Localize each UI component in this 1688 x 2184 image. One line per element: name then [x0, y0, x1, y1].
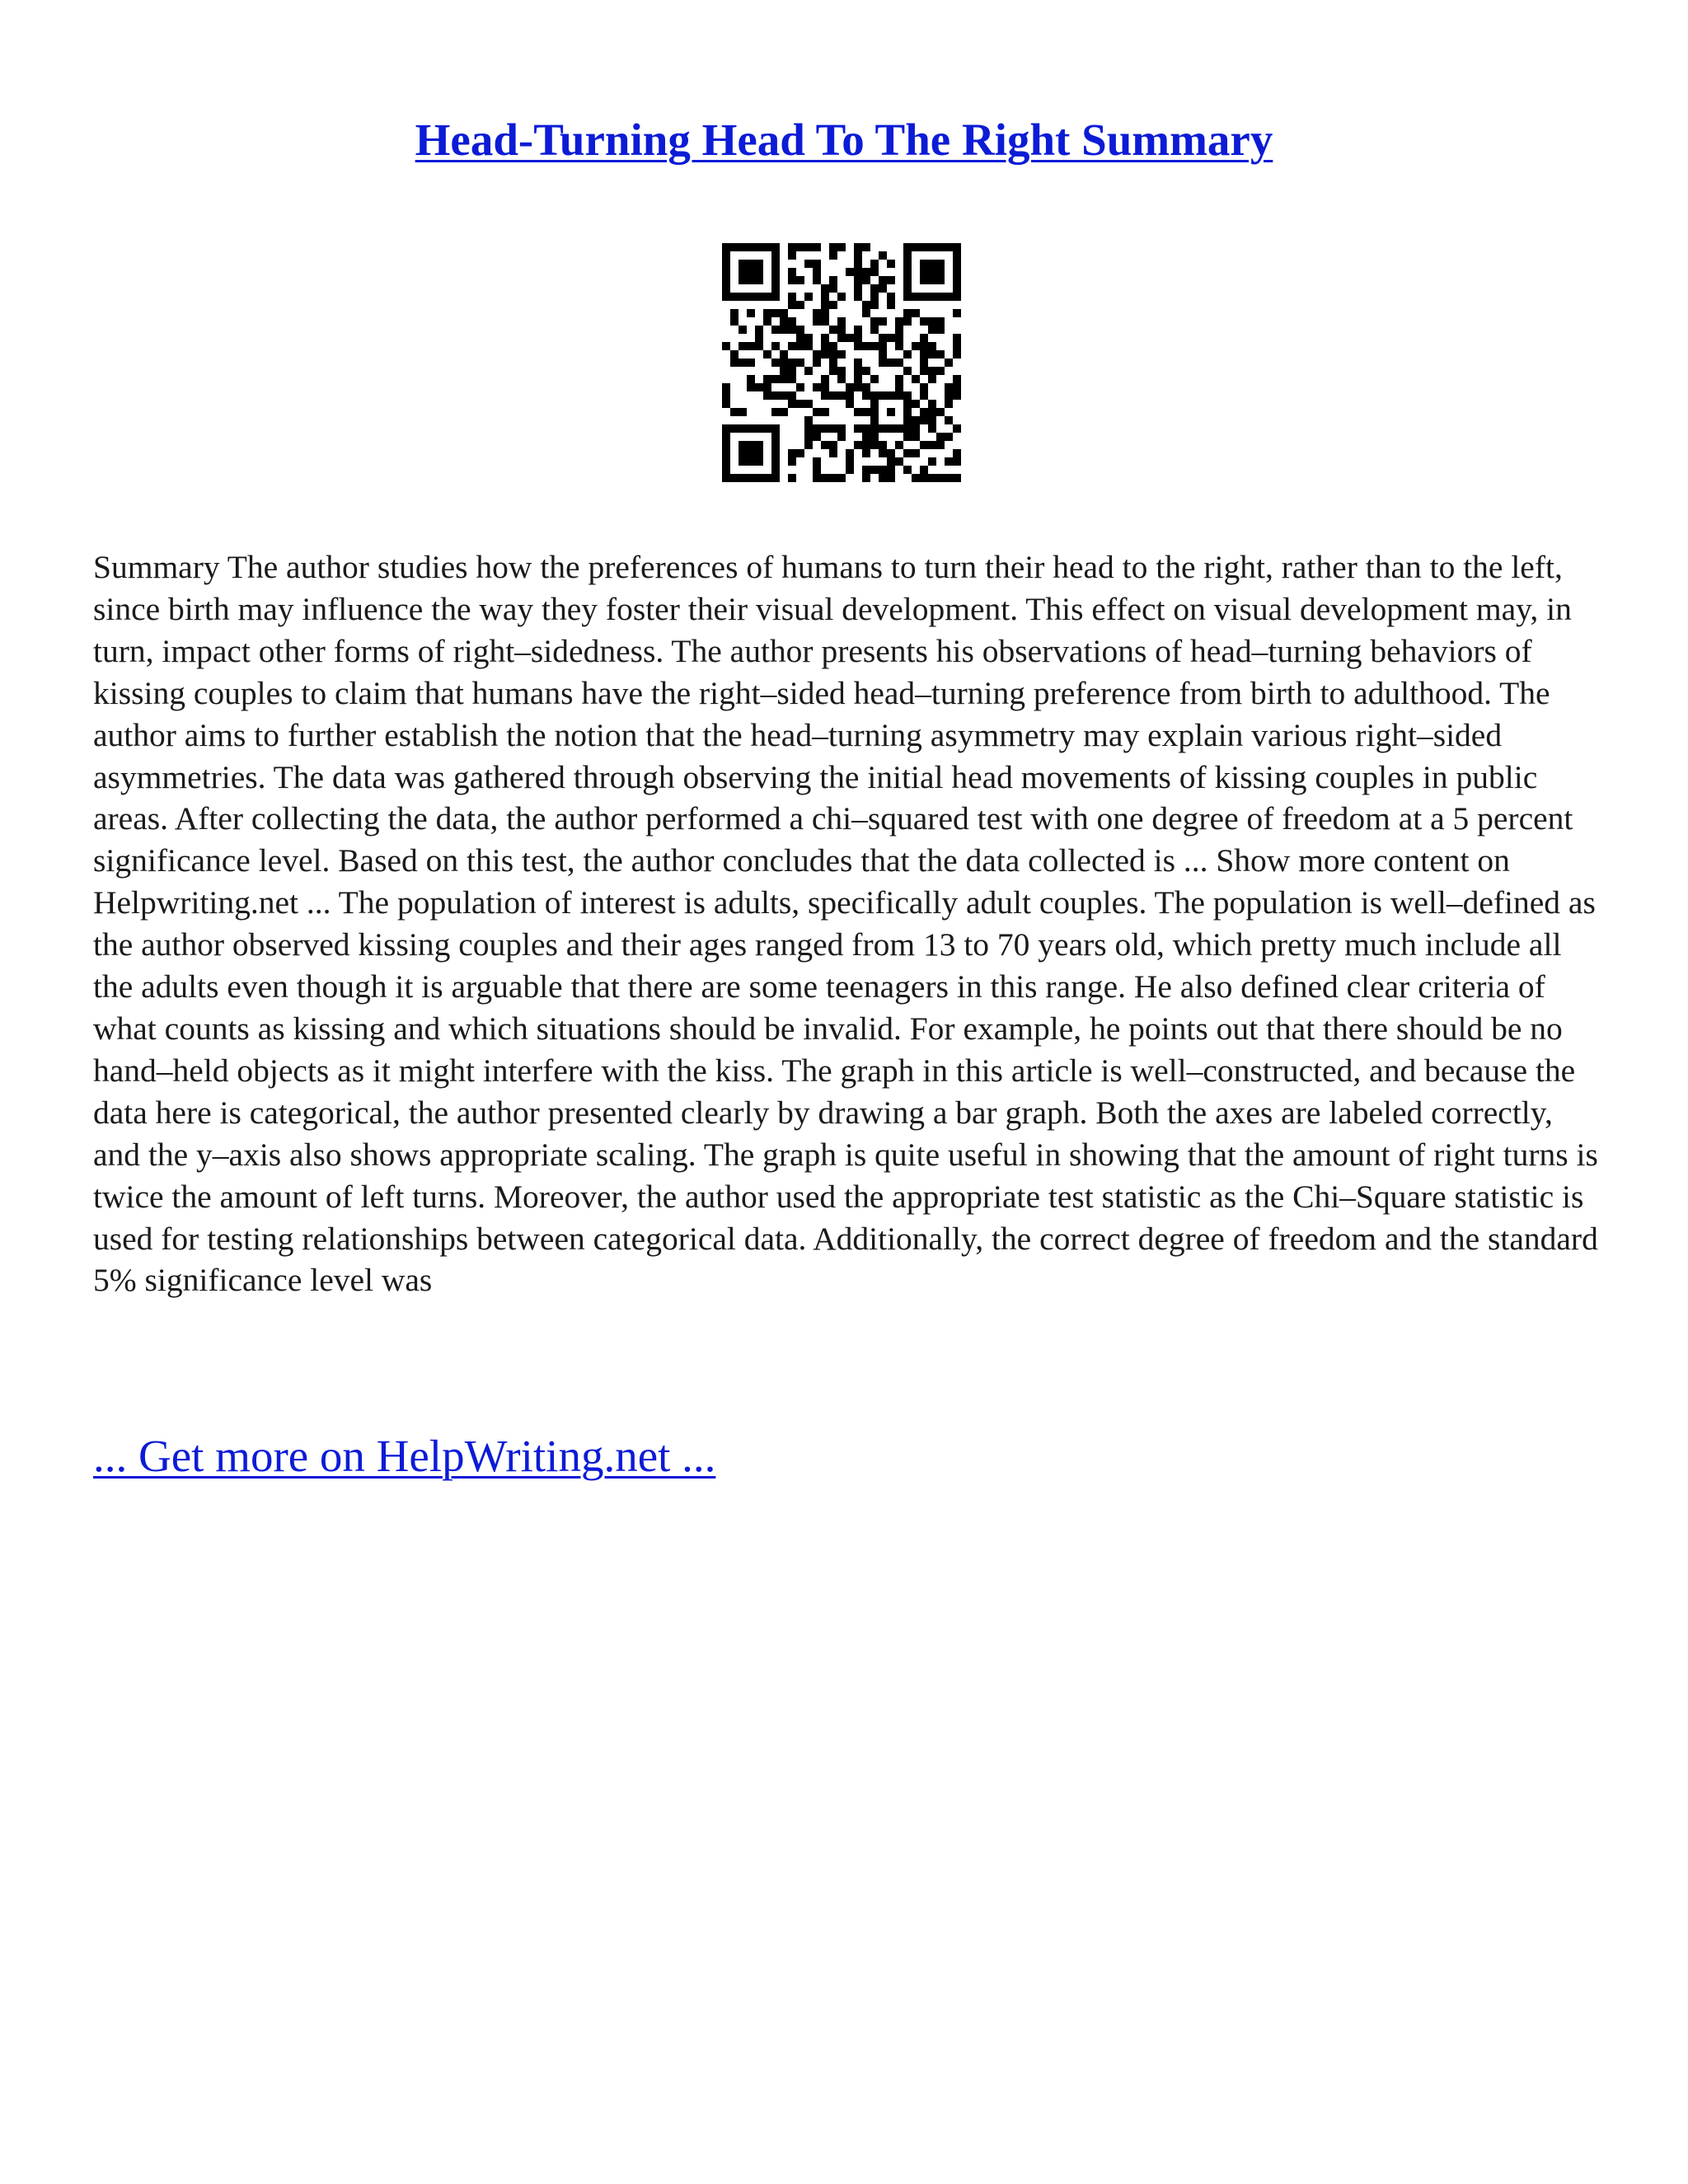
page-title-link[interactable]: Head-Turning Head To The Right Summary: [415, 115, 1273, 165]
title-container: [0, 114, 1688, 166]
more-link-container: [93, 1430, 715, 1482]
get-more-link[interactable]: ... Get more on HelpWriting.net ...: [93, 1431, 716, 1481]
qr-code-icon: [722, 243, 961, 482]
summary-paragraph: Summary The author studies how the preferences of humans to turn their head to the right, rather than to the left, since birth may influence the way they foster their visual development. This effect on visual development may, in turn, impact other forms of right–sidedness. The author presents his observations of head–turning behaviors of kissing couples to claim that humans have the right–sided head–turning preference from birth to adulthood. The author aims to further establish the notion that the head–turning asymmetry may explain various right–sided asymmetries. The data was gathered through observing the initial head movements of kissing couples in public areas. After collecting the data, the author performed a chi–squared test with one degree of freedom at a 5 percent significance level. Based on this test, the author concludes that the data collected is ... Show more content on Helpwriting.net ... The population of interest is adults, specifically adult couples. The population is well–defined as the author observed kissing couples and their ages ranged from 13 to 70 years old, which pretty much include all the adults even though it is arguable that there are some teenagers in this range. He also defined clear criteria of what counts as kissing and which situations should be invalid. For example, he points out that there should be no hand–held objects as it might interfere with the kiss. The graph in this article is well–constructed, and because the data here is categorical, the author presented clearly by drawing a bar graph. Both the axes are labeled correctly, and the y–axis also shows appropriate scaling. The graph is quite useful in showing that the amount of right turns is twice the amount of left turns. Moreover, the author used the appropriate test statistic as the Chi–Square statistic is used for testing relationships between categorical data. Additionally, the correct degree of freedom and the standard 5% significance level was: [93, 549, 1598, 1299]
